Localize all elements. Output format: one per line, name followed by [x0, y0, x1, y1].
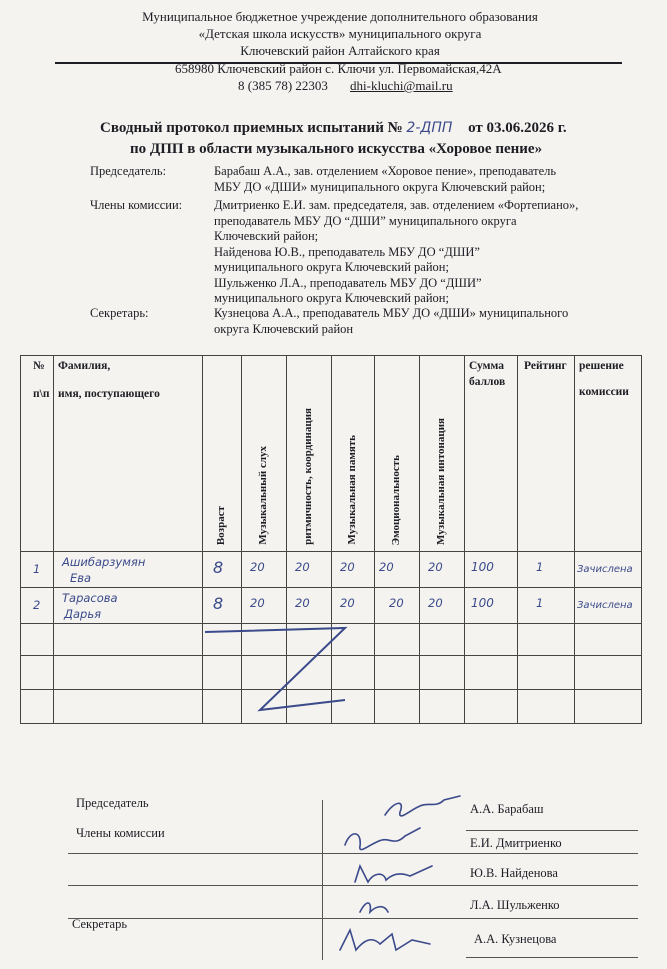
header-decision-sub: комиссии [579, 386, 629, 398]
row-num: 2 [21, 588, 54, 624]
sig-name: Л.А. Шульженко [470, 898, 560, 912]
address: 658980 Ключевский район с. Ключи ул. Первомайская,42А [175, 61, 502, 76]
header-hearing-text: Музыкальный слух [257, 446, 269, 545]
row-memory: 20 [332, 552, 375, 588]
members-text-line: Найденова Ю.В., преподаватель МБУ ДО “ДШИ” [214, 244, 480, 259]
row-age: 8 [203, 552, 242, 588]
row-rating: 1 [518, 588, 575, 624]
secretary-text-line: округа Ключевский район [214, 321, 354, 336]
row-name-surname: Тарасова [62, 591, 118, 605]
members-text-line: муниципального округа Ключевский район; [214, 291, 449, 305]
org-name-line2: «Детская школа искусств» муниципального округа [198, 26, 482, 41]
row-emotion: 20 [375, 552, 420, 588]
header-name-sub: имя, поступающего [58, 388, 160, 400]
signature-naidenova [355, 866, 432, 882]
members-text-line: Дмитриенко Е.И. зам. председателя, зав. отделением «Фортепиано», [214, 198, 579, 212]
sig-chair-label: Председатель [76, 796, 149, 810]
row-decision: Зачислена [575, 552, 642, 588]
secretary-text-line: Кузнецова А.А., преподаватель МБУ ДО «ДШИ» муниципального [214, 306, 569, 320]
header-decision-text: решение [579, 360, 624, 372]
row-num: 1 [21, 552, 54, 588]
members-label: Члены комиссии: [90, 198, 183, 212]
title-prefix: Сводный протокол приемных испытаний № [100, 120, 403, 136]
row-name-first: Ева [70, 571, 92, 585]
row-rating: 1 [518, 552, 575, 588]
header-num-text: № [33, 360, 45, 372]
members-text-line: Ключевский район; [214, 229, 319, 243]
protocol-number: 2-ДПП [406, 120, 453, 136]
header-sum-sub: баллов [469, 376, 506, 388]
protocol-subtitle: по ДПП в области музыкального искусства «Хоровое пение» [130, 141, 543, 157]
row-name-surname: Ашибарзумян [62, 555, 146, 569]
header-sum-text: Сумма [469, 360, 504, 372]
row-intonation: 20 [420, 552, 465, 588]
sig-name: Ю.В. Найденова [470, 866, 558, 880]
signature-shulzhenko [360, 903, 388, 912]
row-intonation: 20 [420, 588, 465, 624]
header-emotion-text: Эмоциональность [390, 454, 402, 545]
row-decision: Зачислена [575, 588, 642, 624]
sig-name: А.А. Барабаш [470, 802, 544, 816]
header-rhythm-text: ритмичность, координация [302, 408, 314, 545]
header-age-text: Возраст [215, 505, 227, 545]
chair-text-line: МБУ ДО «ДШИ» муниципального округа Ключевский район; [214, 179, 546, 194]
row-name-first: Дарья [64, 607, 102, 621]
protocol-date: от 03.06.2026 г. [468, 120, 567, 136]
phone: 8 (385 78) 22303 [238, 78, 328, 93]
row-rhythm: 20 [287, 552, 332, 588]
row-sum: 100 [465, 552, 518, 588]
row-hearing: 20 [242, 552, 287, 588]
sig-members-label: Члены комиссии [76, 826, 165, 840]
secretary-label: Секретарь: [90, 306, 149, 320]
header-rating-text: Рейтинг [524, 360, 567, 372]
members-text-line: Шульженко Л.А., преподаватель МБУ ДО “ДШИ” [214, 275, 482, 290]
sig-name: А.А. Кузнецова [474, 932, 557, 946]
row-hearing: 20 [242, 588, 287, 624]
members-text-line: преподаватель МБУ ДО “ДШИ” муниципального округа [214, 213, 517, 228]
row-sum: 100 [465, 588, 518, 624]
row-memory: 20 [332, 588, 375, 624]
org-name-line1: Муниципальное бюджетное учреждение дополнительного образования [142, 9, 538, 24]
members-text-line: муниципального округа Ключевский район; [214, 260, 449, 274]
header-name-text: Фамилия, [58, 360, 111, 372]
row-emotion: 20 [375, 588, 420, 624]
header-num-sub: п\п [33, 388, 50, 400]
sig-name: Е.И. Дмитриенко [470, 836, 562, 850]
signature-barabash [385, 796, 460, 816]
header-memory-text: Музыкальная память [346, 435, 358, 545]
sig-secretary-label: Секретарь [72, 917, 128, 931]
signature-kuznetsova [340, 930, 430, 950]
chair-text-line: Барабаш А.А., зав. отделением «Хоровое пение», преподаватель [214, 164, 557, 178]
chair-label: Председатель: [90, 164, 167, 178]
email-link[interactable]: dhi-kluchi@mail.ru [350, 78, 453, 93]
row-age: 8 [203, 588, 242, 624]
row-rhythm: 20 [287, 588, 332, 624]
signature-dmitrienko [345, 828, 420, 850]
header-intonation-text: Музыкальная интонация [435, 418, 447, 545]
org-name-line3: Ключевский район Алтайского края [240, 43, 440, 58]
